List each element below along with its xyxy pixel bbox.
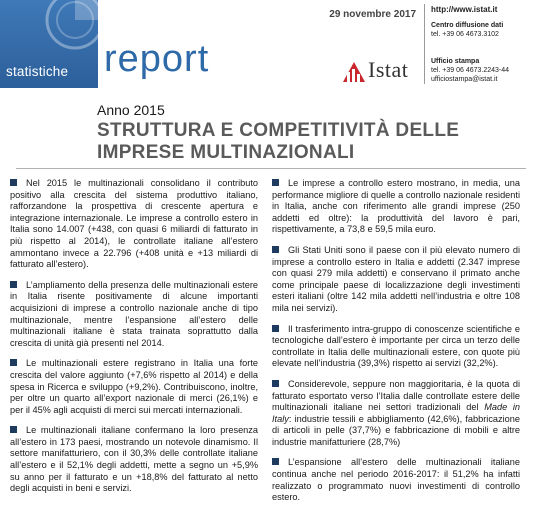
publication-date: 29 novembre 2017 (329, 9, 416, 20)
summary-paragraph (272, 324, 520, 370)
summary-paragraph (272, 379, 520, 449)
left-column (10, 178, 258, 504)
paragraph-text: L’ampliamento della presenza delle multinazionali estere in Italia risente positivamente di alcune importanti acquisizioni di imprese a controllo nazionale anche di tipo multinazionale, mentre l’espansione all’estero delle multinazionali italiane è stata trainata soprattutto dalla crescita di unità già presenti nel 2014. (10, 279, 258, 348)
bullet-icon (272, 458, 279, 465)
document-title (97, 120, 459, 164)
paragraph-text: Considerevole, seppure non maggioritaria, è la quota di fatturato esportato verso l’Italia dalle controllate estere delle multinazionali italiane nei settori tradizionali del (272, 378, 520, 413)
bullet-icon (272, 246, 279, 253)
header-divider (424, 4, 425, 84)
bullet-icon (272, 380, 279, 387)
data-centre-label: Centro diffusione dati (431, 22, 504, 29)
summary-paragraph (10, 358, 258, 416)
bullet-icon (10, 359, 17, 366)
istat-logo-icon (343, 60, 365, 82)
paragraph-text: Le imprese a controllo estero mostrano, in media, una performance migliore di quelle a controllo nazionale residenti in Italia, anche con riferimento alle grandi imprese (250 addetti ed oltre): la produttività del lavoro è pari, rispettivamente, a 73,8 e 59,5 mila euro. (272, 178, 520, 235)
summary-paragraph (10, 280, 258, 350)
statistiche-logo-box (0, 0, 98, 88)
document-title-line-1: STRUTTURA E COMPETITIVITÀ DELLE (97, 120, 460, 141)
paragraph-text: Le multinazionali italiane confermano la loro presenza all’estero in 173 paesi, mostrando un notevole dinamismo. Il settore manifatturiero, con il 30,3% delle controllate italiane all’estero e il 52,1% degli addetti, mette a segno un +5,9% su anno per il fatturato e un +18,8% del fatturato al netto degli acquisti in beni e servizi. (10, 425, 258, 494)
data-centre-phone: tel. +39 06 4673.3102 (431, 31, 499, 38)
logo-decoration-icon (40, 0, 98, 60)
contacts-block (431, 5, 539, 84)
bullet-icon (272, 325, 279, 332)
logo-statistiche-text: statistiche (6, 64, 69, 79)
logo-report-text: report (104, 38, 210, 80)
bullet-icon (10, 179, 17, 186)
paragraph-text: L’espansione all’estero delle multinazionali italiane continua anche nel periodo 2016-2017: il 51,2% ha infatti realizzato o programmato nuovi investimenti di controllo estero. (272, 457, 520, 503)
summary-paragraph (272, 178, 520, 236)
bullet-icon (10, 281, 17, 288)
paragraph-text: Gli Stati Uniti sono il paese con il più elevato numero di imprese a controllo estero in Italia e addetti (2.347 imprese con quasi 279 mila addetti) e conservano il primato anche come principale paese di localizzazione degli investimenti esteri italiani (oltre 142 mila addetti nell’industria e oltre 108 mila nei servizi). (272, 244, 520, 313)
summary-paragraph (10, 178, 258, 271)
paragraph-text: Le multinazionali estere registrano in Italia una forte crescita del valore aggiunto (+7,6% rispetto al 2014) e della spesa in Ricerca e sviluppo (+9,2%). Contribuiscono, inoltre, per oltre un quarto all’export nazionale di merci (26,1%) e per il 45% agli acquisti di merci sui mercati internazionali. (10, 358, 258, 415)
istat-brand-name: Istat (368, 57, 409, 82)
press-office-email[interactable]: ufficiostampa@istat.it (431, 76, 498, 83)
title-divider (16, 168, 526, 169)
summary-paragraph (10, 425, 258, 495)
bullet-icon (10, 426, 17, 433)
istat-url[interactable]: http://www.istat.it (431, 5, 498, 14)
summary-paragraph (272, 457, 520, 503)
paragraph-text-continued: : industrie tessili e abbigliamento (42,6%), fabbricazione di articoli in pelle (37,7%) e fabbricazione di mobili e altre industrie manifatturiere (28,7%) (272, 413, 520, 447)
press-office-phone: tel. +39 06 4673.2243-44 (431, 67, 510, 74)
summary-paragraph (272, 245, 520, 315)
paragraph-text: Il trasferimento intra-gruppo di conoscenze scientifiche e tecnologiche dall’estero è importante per circa un terzo delle controllate in Italia delle multinazionali estere, con quote più elevate nell’industria (39,3%) rispetto ai servizi (32,2%). (272, 323, 520, 369)
right-column (272, 178, 520, 513)
press-office-label: Ufficio stampa (431, 58, 480, 65)
bullet-icon (272, 179, 279, 186)
document-title-line-2: IMPRESE MULTINAZIONALI (97, 142, 355, 163)
document-year: Anno 2015 (97, 102, 165, 118)
paragraph-text: Nel 2015 le multinazionali consolidano il contributo positivo alla crescita del sistema produttivo italiano, rafforzandone la prospettiva di crescente apertura e integrazione internazionale. Le imprese a controllo estero in Italia sono 14.007 (+438, con quasi 6 miliardi di fatturato in più rispetto al 2014), le controllate italiane all’estero ammontano invece a 22.796 (+408 unità e +13 miliardi di fatturato all’estero). (10, 178, 258, 270)
made-in-italy-emphasis: Made in Italy (272, 402, 520, 424)
